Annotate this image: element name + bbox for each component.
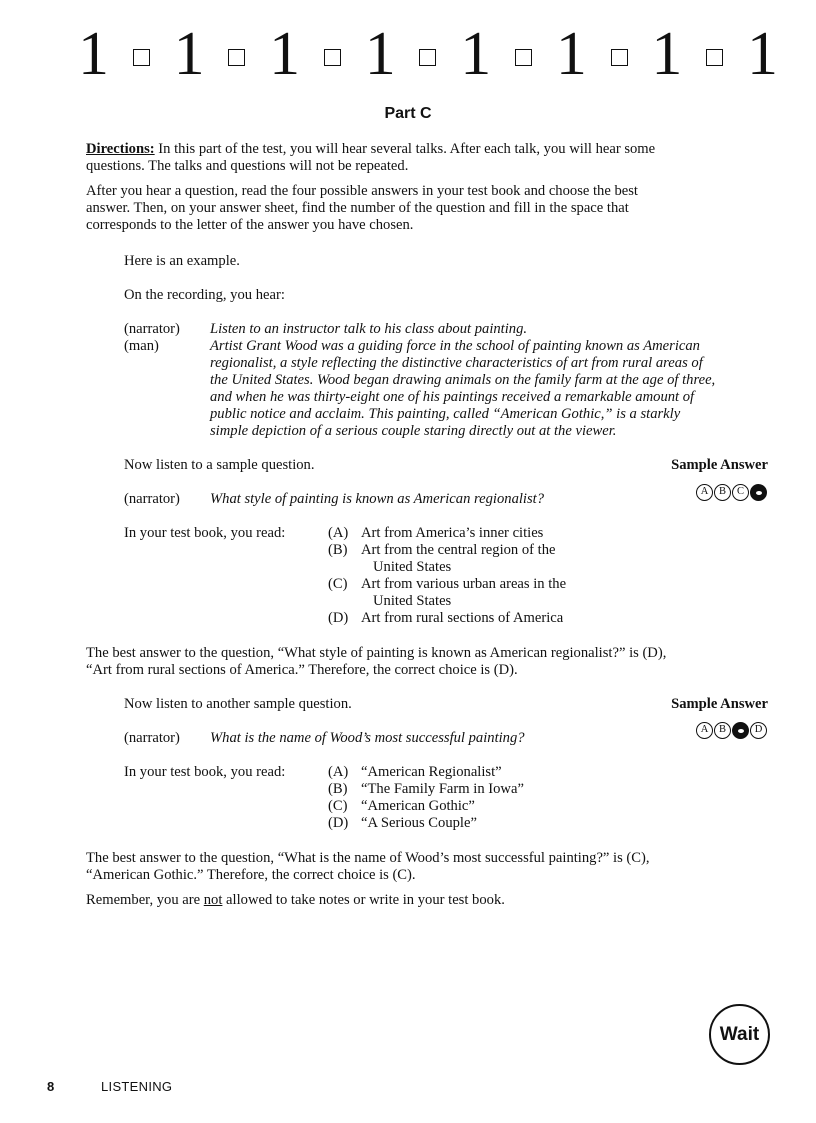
page-title: Part C [384,105,432,122]
option-letter: (B) [328,542,348,558]
section-header-marks [78,20,778,88]
answer-bubble-b: B [714,484,731,501]
man-line: the United States. Wood began drawing animals on the family farm at the age of three, [210,372,716,388]
q1-explanation-1: The best answer to the question, “What style of painting is known as American regionalist?” is (D), [86,645,667,661]
man-line: regionalist, a style reflecting the distinctive characteristics of art from rural areas of [210,355,703,371]
instructions-line-1: After you hear a question, read the four possible answers in your test book and choose the best [86,183,638,199]
q2-answer-bubbles [696,722,767,739]
option-text: “American Gothic” [361,798,475,814]
reminder-text [86,892,505,910]
option-letter: (D) [328,815,349,831]
man-line: public notice and acclaim. This painting, called “American Gothic,” is a starkly [210,406,681,422]
narrator-line: Listen to an instructor talk to his class about painting. [210,321,528,337]
option-text: Art from America’s inner cities [361,525,544,541]
q2-question: What is the name of Wood’s most successful painting? [210,730,525,746]
header-box [228,49,245,66]
man-line: simple depiction of a serious couple staring directly out at the viewer. [210,423,617,439]
speaker-man: (man) [124,338,159,354]
q1-sample-answer-label: Sample Answer [671,457,768,473]
man-line: and when he was thirty-eight one of his paintings received a remarkable amount of [210,389,695,405]
option-text: “American Regionalist” [361,764,502,780]
header-digit: 1 [173,20,205,88]
q1-read-label: In your test book, you read: [124,525,286,541]
q2-intro: Now listen to another sample question. [124,696,352,712]
directions-line-2: questions. The talks and questions will not be repeated. [86,158,409,174]
speaker-narrator: (narrator) [124,321,180,337]
header-digit: 1 [364,20,396,88]
answer-bubble-a: A [696,722,713,739]
wait-badge: Wait [709,1004,770,1065]
section-name: LISTENING [101,1079,173,1094]
answer-bubble-d: D [750,722,767,739]
option-letter: (A) [328,525,349,541]
directions-label: Directions: [86,141,155,157]
q2-explanation-1: The best answer to the question, “What is the name of Wood’s most successful painting?” is (C), [86,850,650,866]
directions-line-1 [86,141,786,159]
answer-bubble-b: B [714,722,731,739]
option-text: Art from the central region of the [361,542,556,558]
option-letter: (B) [328,781,348,797]
reminder-not: not [203,892,223,908]
page-number: 8 [47,1079,55,1094]
header-digit: 1 [746,20,778,88]
man-line: Artist Grant Wood was a guiding force in the school of painting known as American [210,338,700,354]
example-intro: Here is an example. [124,253,240,269]
q1-narrator-label: (narrator) [124,491,180,507]
option-text: United States [373,559,452,575]
header-box [133,49,150,66]
answer-bubble-c: C [732,484,749,501]
option-text: “A Serious Couple” [361,815,477,831]
header-box [611,49,628,66]
answer-bubble-c-filled [732,722,749,739]
header-digit: 1 [651,20,683,88]
option-letter: (D) [328,610,349,626]
header-box [706,49,723,66]
q2-sample-answer-label: Sample Answer [671,696,768,712]
option-letter: (C) [328,798,348,814]
q2-explanation-2: “American Gothic.” Therefore, the correct choice is (C). [86,867,416,883]
option-text: “The Family Farm in Iowa” [361,781,524,797]
option-text: Art from rural sections of America [361,610,564,626]
option-text: Art from various urban areas in the [361,576,567,592]
header-box [324,49,341,66]
header-digit: 1 [460,20,492,88]
q1-question: What style of painting is known as American regionalist? [210,491,545,507]
option-letter: (C) [328,576,348,592]
answer-bubble-a: A [696,484,713,501]
recording-intro: On the recording, you hear: [124,287,285,303]
header-digit: 1 [269,20,301,88]
header-box [515,49,532,66]
q2-narrator-label: (narrator) [124,730,180,746]
option-letter: (A) [328,764,349,780]
header-digit: 1 [555,20,587,88]
header-digit: 1 [78,20,109,88]
q1-intro: Now listen to a sample question. [124,457,315,473]
header-box [419,49,436,66]
q1-answer-bubbles [696,484,767,501]
reminder-post: allowed to take notes or write in your test book. [222,892,505,908]
answer-bubble-d-filled [750,484,767,501]
instructions-line-2: answer. Then, on your answer sheet, find the number of the question and fill in the space that [86,200,629,216]
q1-explanation-2: “Art from rural sections of America.” Therefore, the correct choice is (D). [86,662,518,678]
instructions-line-3: corresponds to the letter of the answer you have chosen. [86,217,414,233]
reminder-pre: Remember, you are [86,892,204,908]
option-text: United States [373,593,452,609]
q2-read-label: In your test book, you read: [124,764,286,780]
directions-text: In this part of the test, you will hear several talks. After each talk, you will hear some [154,141,656,157]
